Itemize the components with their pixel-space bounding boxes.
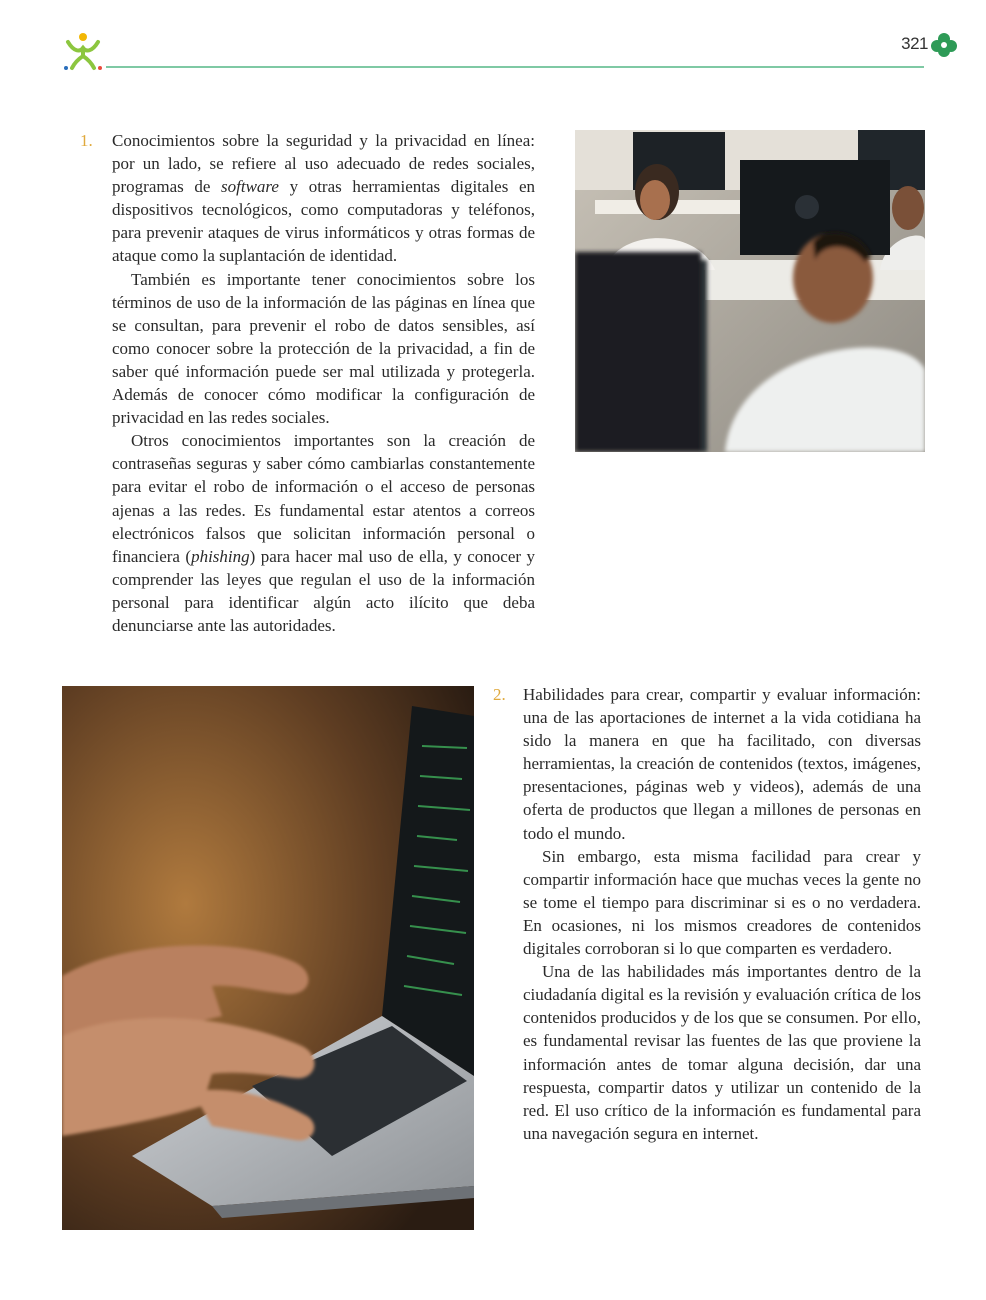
item-2-paragraph-3: Una de las habilidades más importantes dentro de la ciudadanía digital es la revisión y evaluación crítica de los contenidos producidos y de los que se consumen. Por ello, es fundamental revisar las fuentes de las que proviene la información antes de tomar alguna decisión, dar una respuesta, compartir datos y utilizar un contenido de la red. El uso crítico de la información es fundamental para una navegación segura en internet. (523, 962, 921, 1143)
item-2-paragraph-2: Sin embargo, esta misma facilidad para crear y compartir información hace que muchas veces la gente no se tome el tiempo para discriminar si es o no verdadera. En ocasiones, ni los mismos creadores de contenidos digitales corroboran si lo que comparten es verdadero. (523, 846, 921, 959)
header-rule (106, 66, 924, 68)
item-1-paragraph-1: Conocimientos sobre la seguridad y la privacidad en línea: por un lado, se refiere al uso adecuado de redes sociales, programas de software y otras herramientas digitales en dispositivos tecnológicos, como computadoras y teléfonos, para prevenir ataques de virus informáticos y otras formas de ataque como la suplantación de identidad. (112, 131, 535, 266)
item-1-paragraph-3: Otros conocimientos importantes son la creación de contraseñas seguras y saber cómo cambiarlas constantemente para evitar el robo de información o el acceso de personas ajenas a las redes. Es fundamental estar atentos a correos electrónicos falsos que solicitan información personal o financiera (phishing) para hacer mal uso de ella, y conocer y comprender las leyes que regulan el uso de la información personal para identificar algún acto ilícito que deba denunciarse ante las autoridades. (112, 431, 535, 635)
page-number: 321 (901, 34, 928, 53)
list-number-1: 1. (80, 131, 93, 150)
students-computer-lab-photo (575, 130, 925, 452)
list-number-2: 2. (493, 685, 506, 704)
flower-emblem-icon (930, 32, 958, 58)
item-2-paragraph-1: Habilidades para crear, compartir y evaluar información: una de las aportaciones de internet a la vida cotidiana ha sido la manera en que ha facilitado, con diversas herramientas, la creación de contenidos (textos, imágenes, presentaciones, páginas web y videos), además de una oferta de productos que llegan a millones de personas en todo el mundo. (523, 685, 921, 843)
item-1-text (112, 129, 535, 637)
stick-figure-logo-icon (60, 30, 106, 72)
item-2-text (523, 683, 921, 1145)
laptop-typing-photo (62, 686, 474, 1230)
item-1-paragraph-2: También es importante tener conocimientos sobre los términos de uso de la información de las páginas en línea que se consultan, para prevenir el robo de datos sensibles, así como conocer sobre la protección de la privacidad, a fin de saber qué información puede ser mal utilizada y protegerla. Además de conocer cómo modificar la configuración de privacidad en las redes sociales. (112, 269, 535, 428)
